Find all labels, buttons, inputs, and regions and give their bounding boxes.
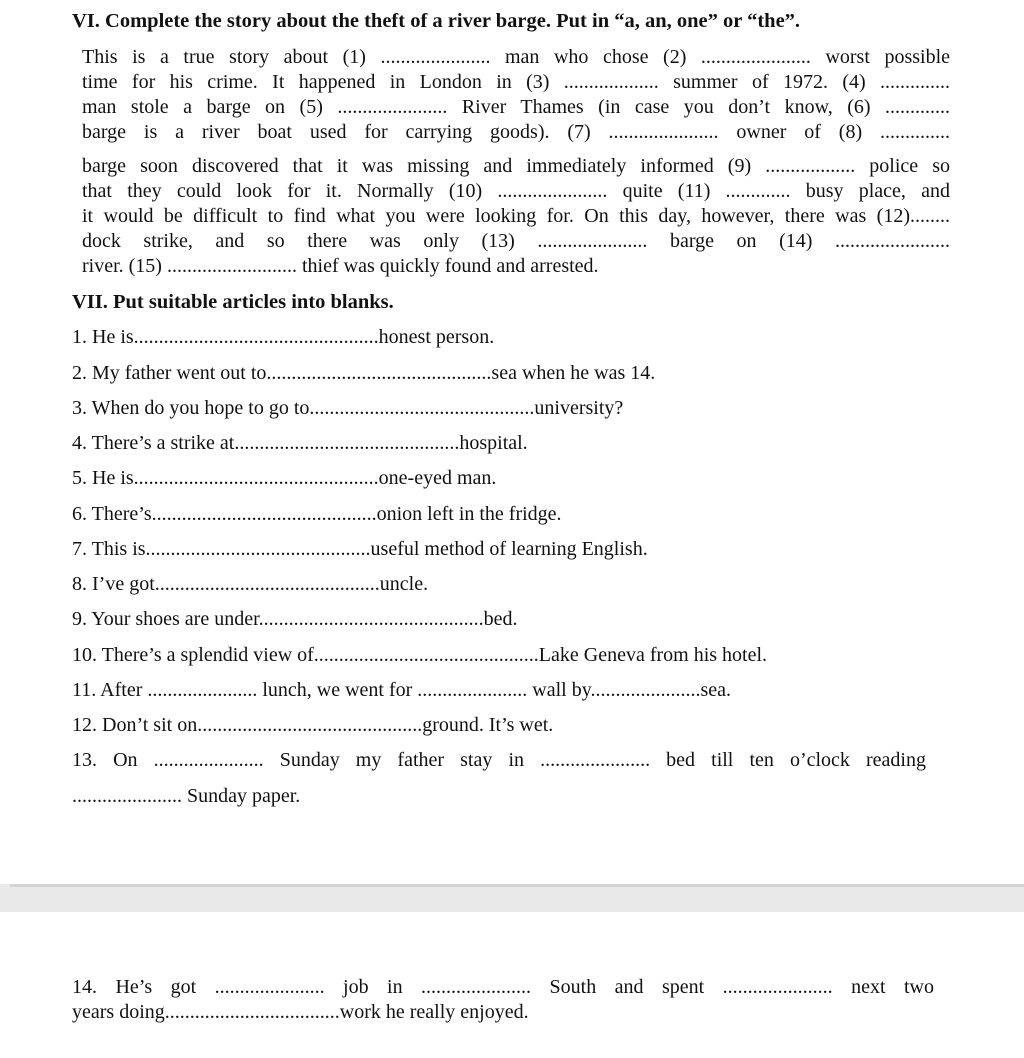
story-line-7: it would be difficult to find what you were looking for. On this day, however, there was (12)........ xyxy=(82,205,950,227)
exercise-item-8: 8. I’ve got.............................................uncle. xyxy=(72,573,429,595)
exercise-item-12: 12. Don’t sit on.............................................ground. It’s wet. xyxy=(72,714,554,736)
exercise-item-5: 5. He is.................................................one-eyed man. xyxy=(72,467,497,489)
exercise-item-3: 3. When do you hope to go to.............................................university? xyxy=(72,397,624,419)
exercise-item-11: 11. After ...................... lunch, we went for ...................... wall by......................sea. xyxy=(72,679,731,701)
section-7-heading: VII. Put suitable articles into blanks. xyxy=(72,291,394,313)
section-6-heading: VI. Complete the story about the theft of a river barge. Put in “a, an, one” or “the”. xyxy=(72,10,801,32)
page-separator xyxy=(0,884,1024,912)
story-line-6: that they could look for it. Normally (10) ...................... quite (11) ............. busy place, and xyxy=(82,180,950,202)
page-separator-edge xyxy=(10,884,1024,887)
exercise-item-4: 4. There’s a strike at.............................................hospital. xyxy=(72,432,528,454)
exercise-item-9: 9. Your shoes are under.............................................bed. xyxy=(72,608,518,630)
exercise-item-10: 10. There’s a splendid view of.............................................Lake Geneva from his hotel. xyxy=(72,644,768,666)
story-line-9: river. (15) .......................... thief was quickly found and arrested. xyxy=(82,255,599,277)
worksheet-page-2 xyxy=(0,912,1024,1058)
story-line-8: dock strike, and so there was only (13) ...................... barge on (14) ....................... xyxy=(82,230,950,252)
story-line-1: This is a true story about (1) ...................... man who chose (2) ...................... worst possible xyxy=(82,46,950,68)
story-line-5: barge soon discovered that it was missing and immediately informed (9) .................. police so xyxy=(82,155,950,177)
exercise-item-7: 7. This is.............................................useful method of learning English. xyxy=(72,538,648,560)
story-line-3: man stole a barge on (5) ...................... River Thames (in case you don’t know, (6) ............. xyxy=(82,96,950,118)
story-line-4: barge is a river boat used for carrying goods). (7) ...................... owner of (8) .............. xyxy=(82,121,950,143)
exercise-item-2: 2. My father went out to.............................................sea when he was 14. xyxy=(72,362,656,384)
exercise-item-13: 13. On ...................... Sunday my father stay in ...................... bed till ten o’clock reading xyxy=(72,749,926,771)
exercise-item-6: 6. There’s.............................................onion left in the fridge. xyxy=(72,503,562,525)
exercise-item-14: 14. He’s got ...................... job in ...................... South and spent ...................... next two xyxy=(72,976,934,998)
exercise-item-14-continued: years doing...................................work he really enjoyed. xyxy=(72,1001,529,1023)
section-6-story xyxy=(82,45,950,279)
story-line-2: time for his crime. It happened in London in (3) ................... summer of 1972. (4) .............. xyxy=(82,71,950,93)
exercise-item-13-continued: ...................... Sunday paper. xyxy=(72,785,301,807)
exercise-item-1: 1. He is.................................................honest person. xyxy=(72,326,495,348)
